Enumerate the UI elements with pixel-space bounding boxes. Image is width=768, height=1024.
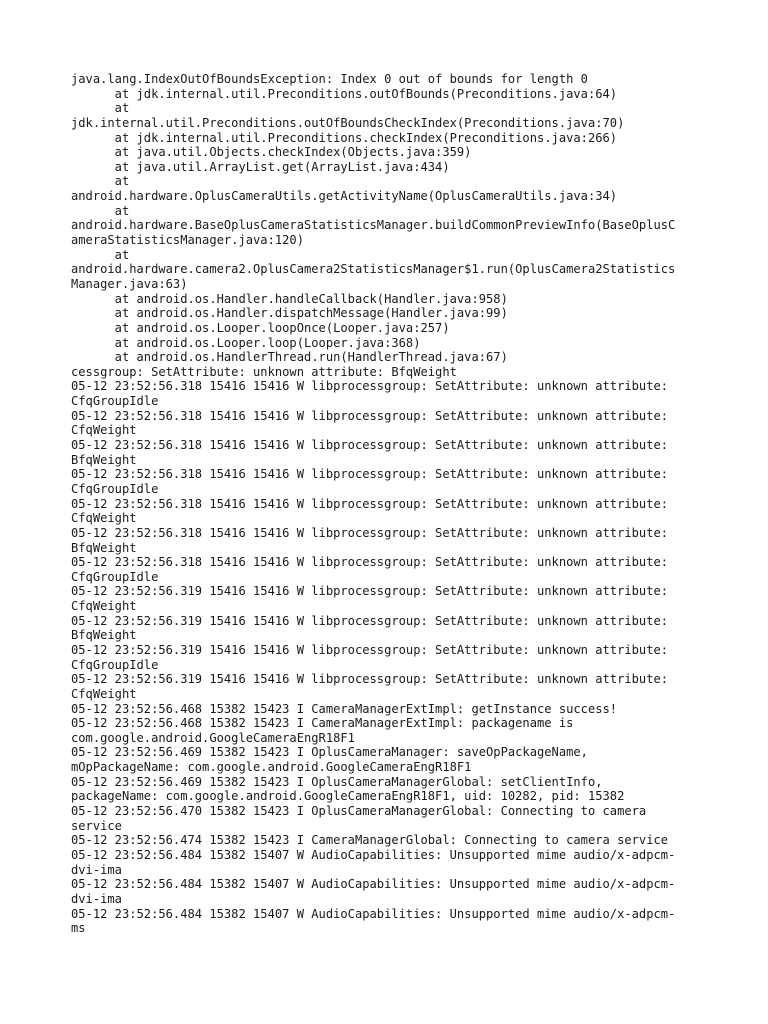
log-line: at jdk.internal.util.Preconditions.checkIndex(Preconditions.java:266) [71, 130, 618, 145]
log-line: android.hardware.OplusCameraUtils.getActivityName(OplusCameraUtils.java:34) [71, 189, 618, 204]
log-line: at java.util.ArrayList.get(ArrayList.java:434) [71, 159, 450, 174]
log-line: mOpPackageName: com.google.android.GoogleCameraEngR18F1 [71, 760, 472, 775]
log-line: android.hardware.BaseOplusCameraStatisticsManager.buildCommonPreviewInfo(BaseOplusC [71, 218, 676, 233]
log-line: ms [71, 921, 86, 936]
log-line: packageName: com.google.android.GoogleCameraEngR18F1, uid: 10282, pid: 15382 [71, 789, 625, 804]
log-line: 05-12 23:52:56.319 15416 15416 W libprocessgroup: SetAttribute: unknown attribute: [71, 642, 669, 657]
log-line: CfqGroupIdle [71, 657, 159, 672]
log-line: 05-12 23:52:56.484 15382 15407 W AudioCapabilities: Unsupported mime audio/x-adpcm- [71, 906, 676, 921]
log-line: CfqWeight [71, 599, 137, 614]
log-line: 05-12 23:52:56.318 15416 15416 W libprocessgroup: SetAttribute: unknown attribute: [71, 496, 669, 511]
log-line: 05-12 23:52:56.319 15416 15416 W libprocessgroup: SetAttribute: unknown attribute: [71, 613, 669, 628]
log-line: at android.os.Handler.handleCallback(Handler.java:958) [71, 291, 508, 306]
log-line: 05-12 23:52:56.318 15416 15416 W libprocessgroup: SetAttribute: unknown attribute: [71, 438, 669, 453]
log-line: 05-12 23:52:56.469 15382 15423 I OplusCameraManagerGlobal: setClientInfo, [71, 774, 603, 789]
log-line: 05-12 23:52:56.319 15416 15416 W libprocessgroup: SetAttribute: unknown attribute: [71, 672, 669, 687]
log-line: at [71, 101, 130, 116]
log-line: jdk.internal.util.Preconditions.outOfBoundsCheckIndex(Preconditions.java:70) [71, 115, 625, 130]
log-text-block [71, 72, 701, 936]
log-line: ameraStatisticsManager.java:120) [71, 233, 304, 248]
log-line: at [71, 203, 130, 218]
log-line: java.lang.IndexOutOfBoundsException: Index 0 out of bounds for length 0 [71, 72, 588, 86]
log-line: 05-12 23:52:56.318 15416 15416 W libprocessgroup: SetAttribute: unknown attribute: [71, 379, 669, 394]
log-line: at android.os.Looper.loopOnce(Looper.java:257) [71, 320, 450, 335]
log-line: BfqWeight [71, 452, 137, 467]
log-line: 05-12 23:52:56.468 15382 15423 I CameraManagerExtImpl: packagename is [71, 716, 574, 731]
log-line: com.google.android.GoogleCameraEngR18F1 [71, 730, 355, 745]
log-line: at android.os.Handler.dispatchMessage(Handler.java:99) [71, 306, 508, 321]
log-line: dvi-ima [71, 891, 122, 906]
log-line: at jdk.internal.util.Preconditions.outOfBounds(Preconditions.java:64) [71, 86, 618, 101]
log-line: BfqWeight [71, 628, 137, 643]
log-line: CfqWeight [71, 423, 137, 438]
log-line: android.hardware.camera2.OplusCamera2StatisticsManager$1.run(OplusCamera2Statistics [71, 262, 676, 277]
log-line: 05-12 23:52:56.318 15416 15416 W libprocessgroup: SetAttribute: unknown attribute: [71, 525, 669, 540]
log-line: CfqWeight [71, 511, 137, 526]
log-line: CfqGroupIdle [71, 481, 159, 496]
log-line: dvi-ima [71, 862, 122, 877]
log-line: Manager.java:63) [71, 276, 188, 291]
log-line: 05-12 23:52:56.319 15416 15416 W libprocessgroup: SetAttribute: unknown attribute: [71, 584, 669, 599]
log-line: at [71, 247, 130, 262]
log-line: 05-12 23:52:56.470 15382 15423 I OplusCameraManagerGlobal: Connecting to camera [71, 804, 647, 819]
log-line: 05-12 23:52:56.318 15416 15416 W libprocessgroup: SetAttribute: unknown attribute: [71, 467, 669, 482]
log-line: at [71, 174, 130, 189]
log-line: at android.os.HandlerThread.run(HandlerThread.java:67) [71, 350, 508, 365]
log-line: 05-12 23:52:56.474 15382 15423 I CameraManagerGlobal: Connecting to camera service [71, 833, 669, 848]
log-line: 05-12 23:52:56.484 15382 15407 W AudioCapabilities: Unsupported mime audio/x-adpcm- [71, 847, 676, 862]
log-line: 05-12 23:52:56.318 15416 15416 W libprocessgroup: SetAttribute: unknown attribute: [71, 408, 669, 423]
log-line: CfqGroupIdle [71, 394, 159, 409]
log-line: 05-12 23:52:56.318 15416 15416 W libprocessgroup: SetAttribute: unknown attribute: [71, 555, 669, 570]
log-line: 05-12 23:52:56.468 15382 15423 I CameraManagerExtImpl: getInstance success! [71, 701, 618, 716]
log-line: BfqWeight [71, 540, 137, 555]
log-line: CfqGroupIdle [71, 569, 159, 584]
log-line: CfqWeight [71, 686, 137, 701]
log-line: cessgroup: SetAttribute: unknown attribute: BfqWeight [71, 364, 457, 379]
log-line: at java.util.Objects.checkIndex(Objects.java:359) [71, 145, 472, 160]
log-line: at android.os.Looper.loop(Looper.java:368) [71, 335, 421, 350]
log-line: 05-12 23:52:56.469 15382 15423 I OplusCameraManager: saveOpPackageName, [71, 745, 588, 760]
log-line: service [71, 818, 122, 833]
log-line: 05-12 23:52:56.484 15382 15407 W AudioCapabilities: Unsupported mime audio/x-adpcm- [71, 877, 676, 892]
